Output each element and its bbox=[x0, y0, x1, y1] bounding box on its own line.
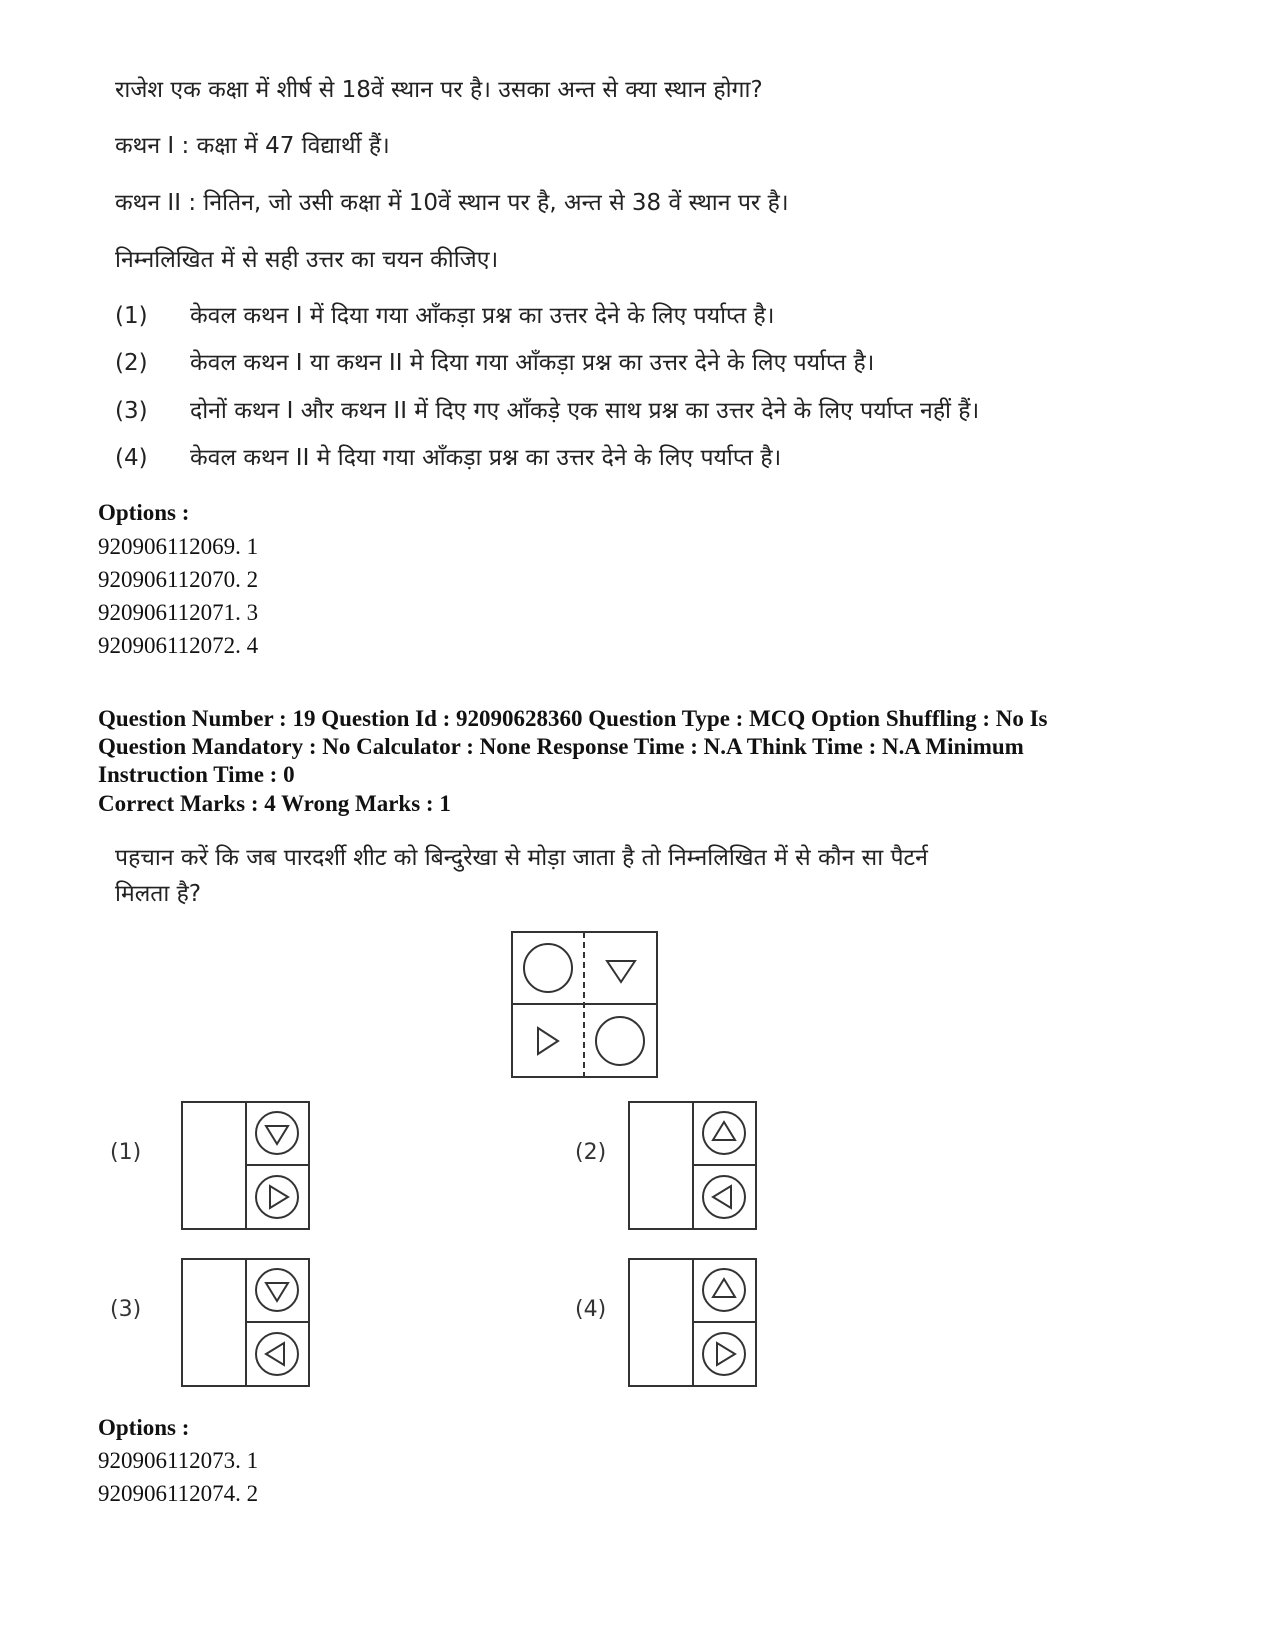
answer-figure-3 bbox=[180, 1257, 312, 1389]
question-meta: Question Number : 19 Question Id : 92090628360 Question Type : MCQ Option Shuffling : No Is Question Mandatory : No Calculator : None Response Time : N.A Think Time : N.A Minimum Instruction Time : 0 bbox=[98, 706, 1048, 787]
choice-1 bbox=[115, 298, 774, 330]
choice-number: (1) bbox=[115, 303, 148, 329]
answer-figure-1 bbox=[180, 1100, 312, 1232]
option-id: 920906112069. 1 bbox=[98, 534, 259, 559]
choice-number: (2) bbox=[115, 350, 148, 376]
instruction-text: निम्नलिखित में से सही उत्तर का चयन कीजिए। bbox=[115, 247, 499, 273]
choice-4 bbox=[115, 440, 781, 472]
choice-number: (4) bbox=[115, 445, 148, 471]
question-marks: Correct Marks : 4 Wrong Marks : 1 bbox=[98, 791, 451, 816]
question-text: राजेश एक कक्षा में शीर्ष से 18वें स्थान पर है। उसका अन्त से क्या स्थान होगा? bbox=[115, 77, 763, 103]
options-heading: Options : bbox=[98, 500, 190, 525]
question-figure bbox=[510, 930, 660, 1080]
option-id: 920906112071. 3 bbox=[98, 600, 259, 625]
choice-text: दोनों कथन I और कथन II में दिए गए आँकड़े एक साथ प्रश्न का उत्तर देने के लिए पर्याप्त नहीं हैं। bbox=[190, 398, 980, 424]
choice-3 bbox=[115, 393, 979, 425]
option-id: 920906112074. 2 bbox=[98, 1481, 259, 1506]
choice-text: केवल कथन II मे दिया गया आँकड़ा प्रश्न का उत्तर देने के लिए पर्याप्त है। bbox=[190, 445, 782, 471]
figure-label-4: (4) bbox=[575, 1297, 607, 1322]
figure-label-2: (2) bbox=[575, 1140, 607, 1165]
choice-number: (3) bbox=[115, 398, 148, 424]
statement-2: कथन II : नितिन, जो उसी कक्षा में 10वें स्थान पर है, अन्त से 38 वें स्थान पर है। bbox=[115, 190, 789, 216]
option-id: 920906112073. 1 bbox=[98, 1448, 259, 1473]
answer-figure-4 bbox=[627, 1257, 759, 1389]
choice-text: केवल कथन I या कथन II मे दिया गया आँकड़ा प्रश्न का उत्तर देने के लिए पर्याप्त है। bbox=[190, 350, 875, 376]
options-heading: Options : bbox=[98, 1415, 190, 1440]
figure-label-1: (1) bbox=[110, 1140, 142, 1165]
option-id: 920906112070. 2 bbox=[98, 567, 259, 592]
choice-text: केवल कथन I में दिया गया आँकड़ा प्रश्न का उत्तर देने के लिए पर्याप्त है। bbox=[190, 303, 775, 329]
question-text-continued: मिलता है? bbox=[115, 881, 202, 907]
option-id: 920906112072. 4 bbox=[98, 633, 259, 658]
answer-figure-2 bbox=[627, 1100, 759, 1232]
choice-2 bbox=[115, 345, 874, 377]
question-text: पहचान करें कि जब पारदर्शी शीट को बिन्दुरेखा से मोड़ा जाता है तो निम्नलिखित में से कौन सा पैटर्न bbox=[115, 845, 928, 871]
statement-1: कथन I : कक्षा में 47 विद्यार्थी हैं। bbox=[115, 133, 390, 159]
figure-label-3: (3) bbox=[110, 1297, 142, 1322]
